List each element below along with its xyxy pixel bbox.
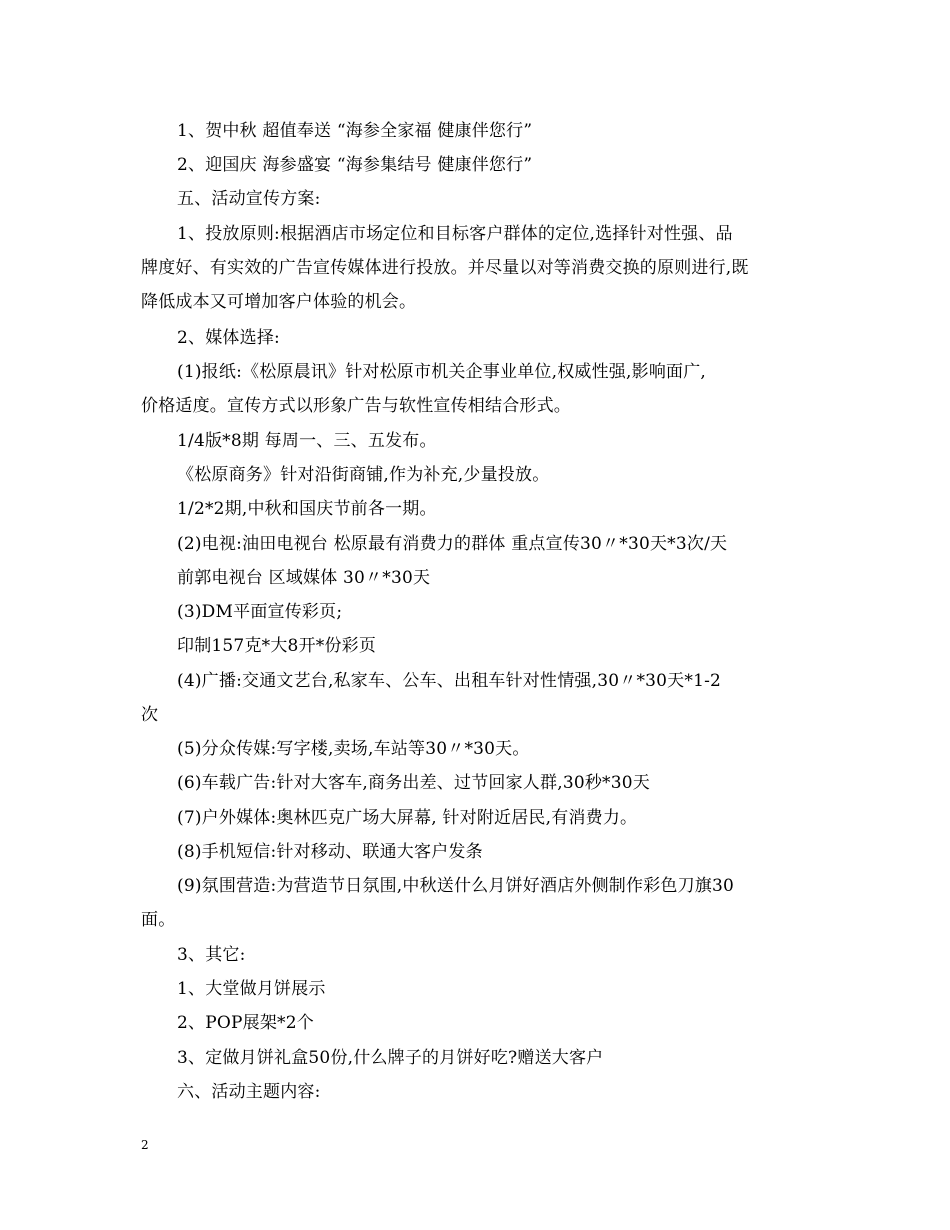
text-line: (7)户外媒体:奥林匹克广场大屏幕, 针对附近居民,有消费力。	[177, 808, 638, 828]
text-line: 1/4版*8期 每周一、三、五发布。	[177, 431, 437, 451]
text-line: 价格适度。宣传方式以形象广告与软性宣传相结合形式。	[141, 396, 571, 416]
text-line: 次	[141, 705, 159, 725]
text-line: 1、贺中秋 超值奉送 “海参全家福 健康伴您行”	[177, 121, 533, 141]
section-heading: 五、活动宣传方案:	[177, 189, 321, 209]
text-line: 《松原商务》针对沿街商铺,作为补充,少量投放。	[177, 465, 550, 485]
page-number: 2	[141, 1138, 149, 1152]
text-line: 降低成本又可增加客户体验的机会。	[141, 292, 417, 312]
text-line: 印制157克*大8开*份彩页	[177, 636, 377, 656]
text-line: 1、投放原则:根据酒店市场定位和目标客户群体的定位,选择针对性强、品	[177, 224, 733, 244]
text-line: (5)分众传媒:写字楼,卖场,车站等30〃*30天。	[177, 739, 530, 759]
text-line: (6)车载广告:针对大客车,商务出差、过节回家人群,30秒*30天	[177, 773, 650, 793]
text-line: 3、定做月饼礼盒50份,什么牌子的月饼好吃?赠送大客户	[177, 1048, 604, 1068]
text-line: 1、大堂做月饼展示	[177, 979, 326, 999]
text-line: (2)电视:油田电视台 松原最有消费力的群体 重点宣传30〃*30天*3次/天	[177, 534, 728, 554]
text-line: (1)报纸:《松原晨讯》针对松原市机关企事业单位,权威性强,影响面广,	[177, 362, 707, 382]
section-heading: 六、活动主题内容:	[177, 1082, 321, 1102]
text-line: (3)DM平面宣传彩页;	[177, 602, 343, 622]
text-line: 2、媒体选择:	[177, 328, 280, 348]
text-line: (4)广播:交通文艺台,私家车、公车、出租车针对性情强,30〃*30天*1-2	[177, 671, 722, 691]
text-line: (9)氛围营造:为营造节日氛围,中秋送什么月饼好酒店外侧制作彩色刀旗30	[177, 876, 735, 896]
text-line: 2、POP展架*2个	[177, 1013, 314, 1033]
text-line: 牌度好、有实效的广告宣传媒体进行投放。并尽量以对等消费交换的原则进行,既	[141, 258, 749, 278]
text-line: 2、迎国庆 海参盛宴 “海参集结号 健康伴您行”	[177, 155, 533, 175]
text-line: (8)手机短信:针对移动、联通大客户发条	[177, 842, 483, 862]
text-line: 3、其它:	[177, 945, 246, 965]
text-line: 前郭电视台 区域媒体 30〃*30天	[177, 568, 431, 588]
text-line: 面。	[141, 910, 176, 930]
text-line: 1/2*2期,中秋和国庆节前各一期。	[177, 499, 437, 519]
